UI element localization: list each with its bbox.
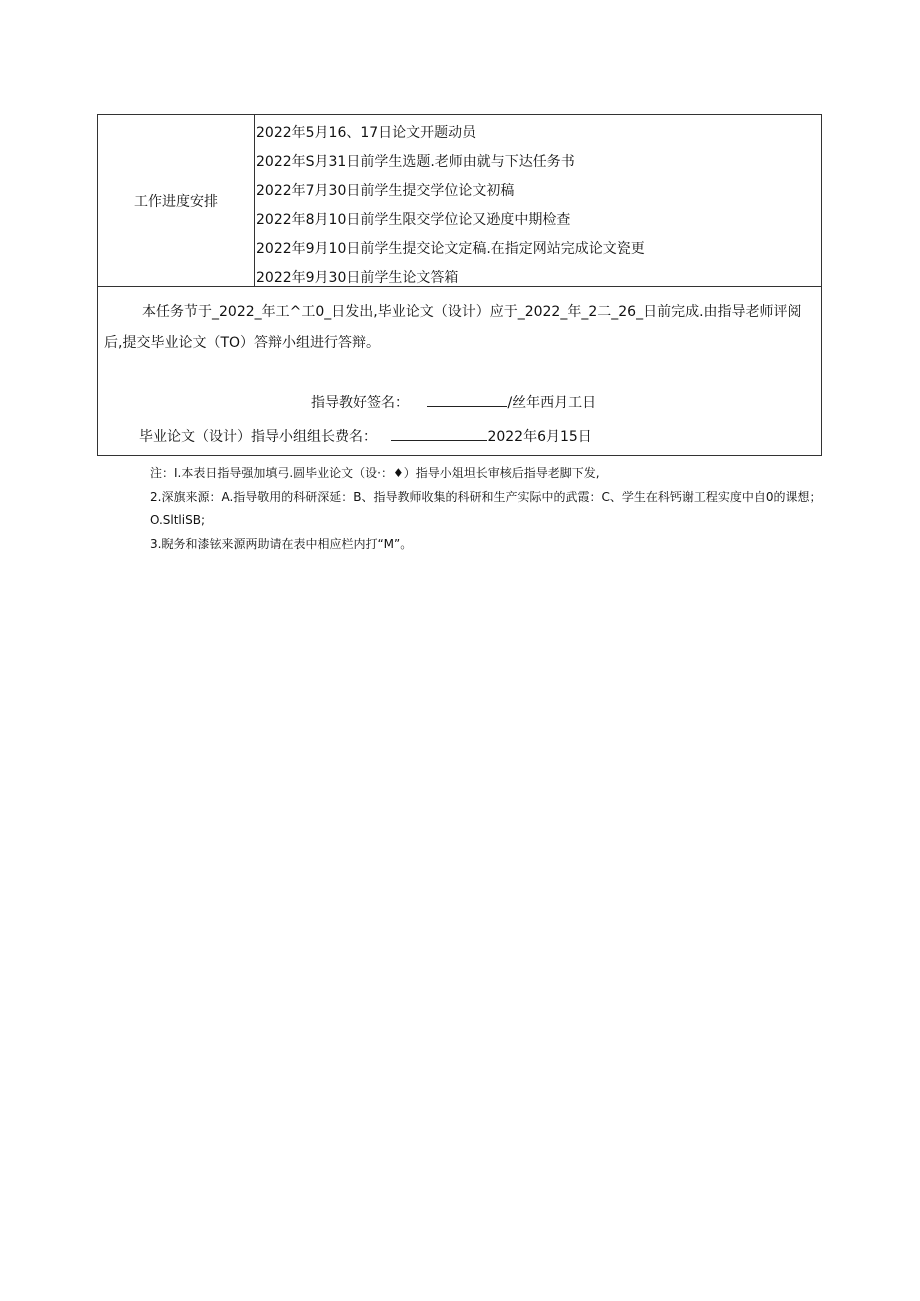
schedule-item: 2022年5月16、17日论文开题动员 [256,125,477,141]
leader-signature-label: 毕业论文（设计）指导小组组长费名： [139,429,377,445]
task-table [97,114,822,456]
assignment-paragraph: 本任务节于_2022_年工^工0_日发出,毕业论文（设计）应于_2022_年_2二_26_日前完成.由指导老师评阅后,提交毕业论文（TO）答辩小组进行答辩。 [104,304,802,351]
schedule-row [98,115,821,287]
schedule-label-cell [98,115,255,286]
schedule-item: 2022年8月10日前学生限交学位论又逊度中期检查 [256,212,571,228]
assignment-row [98,287,821,455]
schedule-item: 2022年9月30日前学生论文答箱 [256,270,459,286]
advisor-signature-line [311,392,596,412]
note-line: 3.睨务和漆铉来源两助请在表中相应栏内打“M”。 [150,536,413,551]
advisor-signature-label: 指导教好签名： [311,395,409,411]
note-line: 2.深旗来源：A.指导敬用的科研深延：B、指导教师收集的科研和生产实际中的武霞：C、学生在科钙谢工程实度中自0的课想；O.SltliSB; [150,489,822,527]
notes-section [150,462,830,556]
schedule-item: 2022年7月30日前学生提交学位论文初稿 [256,183,515,199]
note-line: 注：I.本表日指导强加填弓.圆毕业论文（设·：♦）指导小俎坦长审核后指导老脚下发, [150,466,600,480]
advisor-signature-blank [427,392,507,407]
schedule-item: 2022年9月10日前学生提交论文定稿.在指定网站完成论文瓷更 [256,241,645,257]
leader-signature-blank [391,426,487,441]
advisor-signature-date: /丝年西月工日 [507,395,597,411]
schedule-list [256,115,821,286]
schedule-label: 工作进度安排 [134,194,218,210]
leader-signature-line [139,426,592,446]
leader-signature-date: 2022年6月15日 [487,429,592,445]
schedule-item: 2022年S月31日前学生选题.老师由就与下达任务书 [256,154,575,170]
